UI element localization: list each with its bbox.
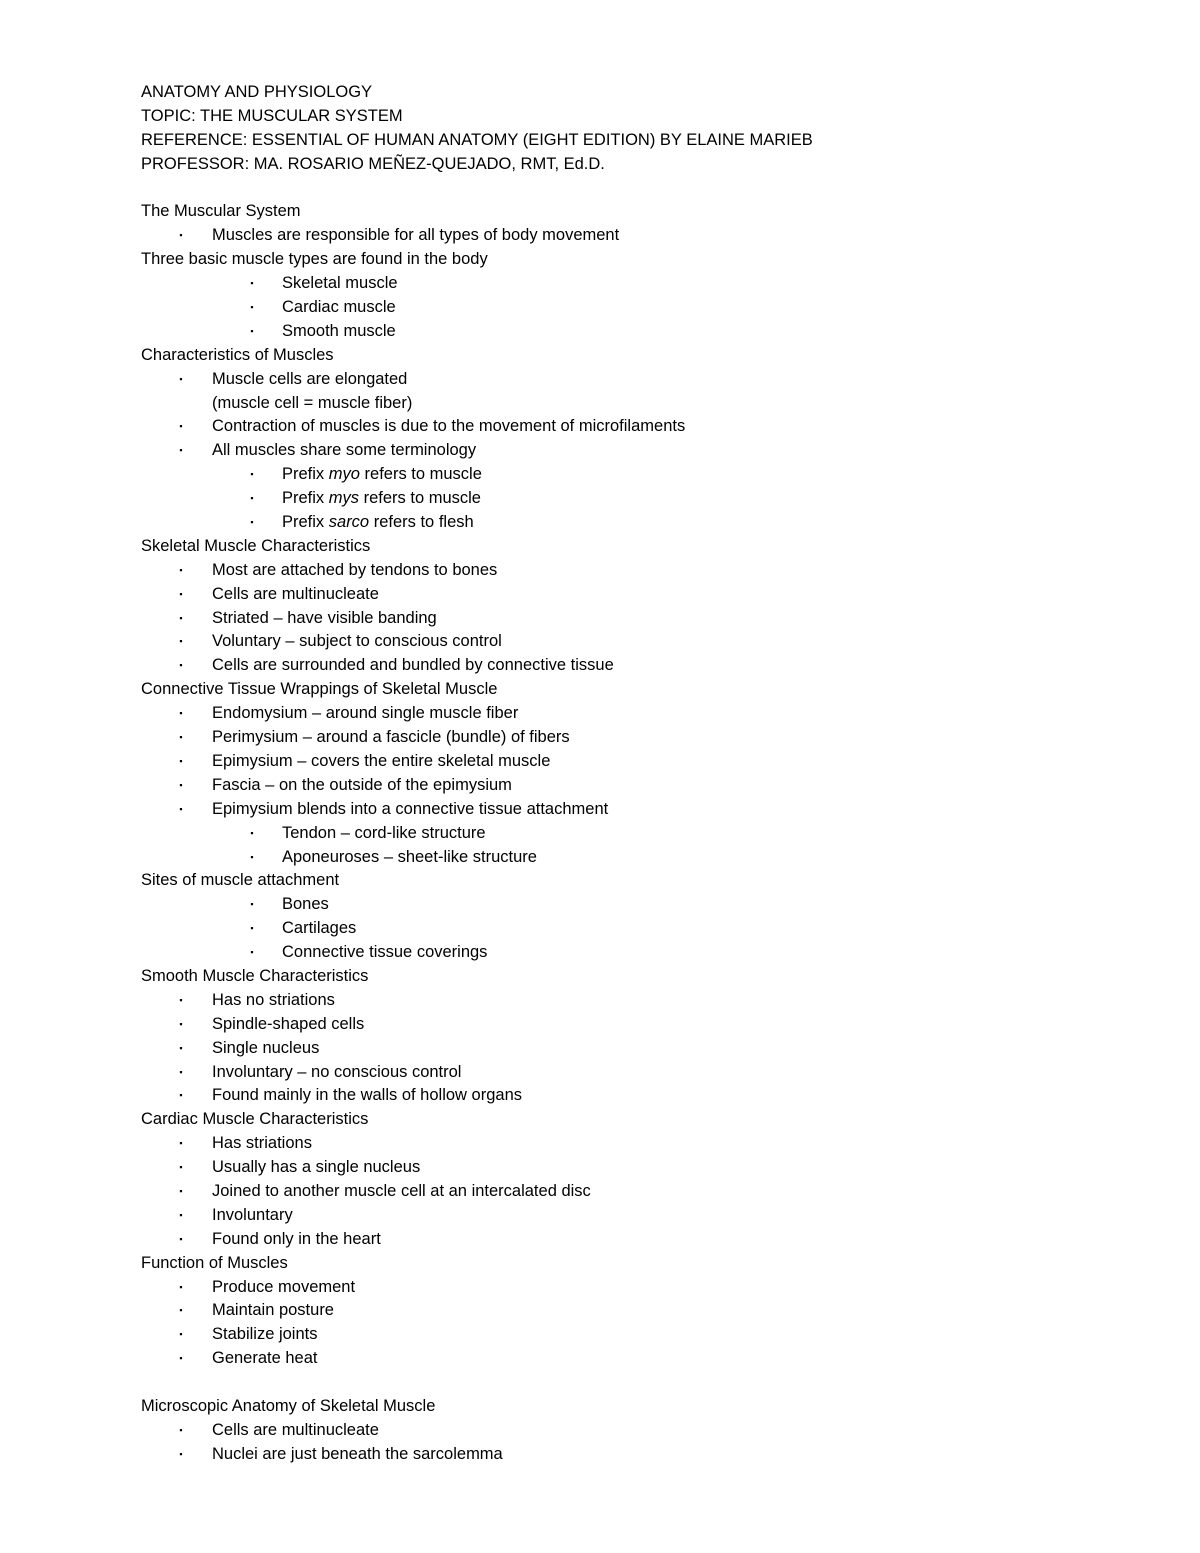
item-text: Found mainly in the walls of hollow organs <box>212 1086 522 1105</box>
item-text: Microscopic Anatomy of Skeletal Muscle <box>141 1396 436 1415</box>
bullet-icon: ▪ <box>179 421 183 432</box>
topic-line: TOPIC: THE MUSCULAR SYSTEM <box>141 106 403 125</box>
bullet-icon: ▪ <box>179 1233 183 1244</box>
item-text: Muscle cells are elongated <box>212 369 408 388</box>
bullet-icon: ▪ <box>250 278 254 289</box>
bullet-icon: ▪ <box>179 732 183 743</box>
list-item <box>141 392 1141 416</box>
list-item <box>141 1276 1141 1300</box>
bullet-icon: ▪ <box>179 1209 183 1220</box>
list-item <box>141 1228 1141 1252</box>
list-item <box>141 798 1141 822</box>
item-text: Muscles are responsible for all types of body movement <box>212 226 620 245</box>
bullet-icon: ▪ <box>179 755 183 766</box>
item-text: Epimysium blends into a connective tissue attachment <box>212 799 609 818</box>
section-heading <box>141 1395 1141 1419</box>
list-item <box>141 1180 1141 1204</box>
list-item <box>141 774 1141 798</box>
list-item <box>141 726 1141 750</box>
list-item <box>141 1084 1141 1108</box>
item-text: Smooth Muscle Characteristics <box>141 966 369 985</box>
item-text: Endomysium – around single muscle fiber <box>212 704 519 723</box>
bullet-icon: ▪ <box>179 373 183 384</box>
item-text: Fascia – on the outside of the epimysium <box>212 775 512 794</box>
list-item <box>141 1156 1141 1180</box>
list-item <box>141 893 1141 917</box>
item-text: Bones <box>282 895 329 914</box>
list-item <box>141 272 1141 296</box>
list-item <box>141 989 1141 1013</box>
section-heading <box>141 869 1141 893</box>
item-text: Prefix <box>282 465 329 484</box>
bullet-icon: ▪ <box>179 994 183 1005</box>
outline <box>141 200 1141 1466</box>
list-item <box>141 415 1141 439</box>
list-item <box>141 750 1141 774</box>
spacer <box>141 177 1141 201</box>
item-text: Contraction of muscles is due to the movement of microfilaments <box>212 417 686 436</box>
item-text: Skeletal muscle <box>282 274 398 293</box>
bullet-icon: ▪ <box>250 827 254 838</box>
list-item <box>141 583 1141 607</box>
bullet-icon: ▪ <box>179 1090 183 1101</box>
course-title: ANATOMY AND PHYSIOLOGY <box>141 83 373 101</box>
list-item <box>141 1323 1141 1347</box>
item-text: All muscles share some terminology <box>212 441 477 460</box>
list-item <box>141 1132 1141 1156</box>
list-item <box>141 368 1141 392</box>
bullet-icon: ▪ <box>250 302 254 313</box>
item-text: Has striations <box>212 1134 312 1153</box>
list-item <box>141 654 1141 678</box>
item-text: Has no striations <box>212 990 335 1009</box>
section-heading <box>141 344 1141 368</box>
item-text: refers to muscle <box>359 489 481 508</box>
professor-line: PROFESSOR: MA. ROSARIO MEÑEZ-QUEJADO, RMT, Ed.D. <box>141 154 605 173</box>
item-text: Single nucleus <box>212 1038 320 1057</box>
item-text: Skeletal Muscle Characteristics <box>141 536 371 555</box>
item-text: Most are attached by tendons to bones <box>212 560 498 579</box>
section-heading <box>141 200 1141 224</box>
bullet-icon: ▪ <box>179 1066 183 1077</box>
item-text: Voluntary – subject to conscious control <box>212 632 502 651</box>
item-text: Usually has a single nucleus <box>212 1158 421 1177</box>
item-text: Spindle-shaped cells <box>212 1014 365 1033</box>
list-item <box>141 1013 1141 1037</box>
section-heading <box>141 248 1141 272</box>
bullet-icon: ▪ <box>250 469 254 480</box>
item-text: Generate heat <box>212 1349 318 1368</box>
list-item <box>141 822 1141 846</box>
bullet-icon: ▪ <box>179 636 183 647</box>
item-text: Perimysium – around a fascicle (bundle) of fibers <box>212 728 570 747</box>
item-emphasis: sarco <box>328 513 370 532</box>
list-item <box>141 1347 1141 1371</box>
bullet-icon: ▪ <box>179 445 183 456</box>
list-item <box>141 439 1141 463</box>
bullet-icon: ▪ <box>250 899 254 910</box>
spacer <box>141 1371 1141 1395</box>
item-text: Produce movement <box>212 1277 356 1296</box>
document-page <box>141 81 1141 1467</box>
list-item <box>141 702 1141 726</box>
list-item <box>141 320 1141 344</box>
section-heading <box>141 1252 1141 1276</box>
list-item <box>141 607 1141 631</box>
bullet-icon: ▪ <box>250 923 254 934</box>
item-text: Striated – have visible banding <box>212 608 437 627</box>
item-text: The Muscular System <box>141 202 301 221</box>
item-text: Epimysium – covers the entire skeletal muscle <box>212 751 551 770</box>
list-item <box>141 511 1141 535</box>
bullet-icon: ▪ <box>179 803 183 814</box>
bullet-icon: ▪ <box>179 660 183 671</box>
item-text: Sites of muscle attachment <box>141 871 340 890</box>
bullet-icon: ▪ <box>179 230 183 241</box>
list-item <box>141 846 1141 870</box>
bullet-icon: ▪ <box>179 564 183 575</box>
bullet-icon: ▪ <box>179 1329 183 1340</box>
bullet-icon: ▪ <box>179 1448 183 1459</box>
list-item <box>141 1061 1141 1085</box>
item-text: Tendon – cord-like structure <box>282 823 486 842</box>
item-text: Cells are surrounded and bundled by connective tissue <box>212 656 614 675</box>
bullet-icon: ▪ <box>179 1042 183 1053</box>
bullet-icon: ▪ <box>179 1353 183 1364</box>
list-item <box>141 1419 1141 1443</box>
item-text: Involuntary <box>212 1205 293 1224</box>
item-text: Function of Muscles <box>141 1253 288 1272</box>
reference-line: REFERENCE: ESSENTIAL OF HUMAN ANATOMY (EIGHT EDITION) BY ELAINE MARIEB <box>141 130 813 149</box>
item-text: Cells are multinucleate <box>212 1420 379 1439</box>
section-heading <box>141 965 1141 989</box>
bullet-icon: ▪ <box>179 1281 183 1292</box>
bullet-icon: ▪ <box>250 517 254 528</box>
item-text: Aponeuroses – sheet-like structure <box>282 847 537 866</box>
list-item <box>141 463 1141 487</box>
bullet-icon: ▪ <box>179 588 183 599</box>
bullet-icon: ▪ <box>179 779 183 790</box>
list-item <box>141 296 1141 320</box>
item-text: Cardiac Muscle Characteristics <box>141 1110 369 1129</box>
section-heading <box>141 1108 1141 1132</box>
list-item <box>141 1037 1141 1061</box>
item-text: Connective Tissue Wrappings of Skeletal Muscle <box>141 680 498 699</box>
bullet-icon: ▪ <box>179 708 183 719</box>
bullet-icon: ▪ <box>179 1305 183 1316</box>
item-text: Stabilize joints <box>212 1325 318 1344</box>
item-text: Three basic muscle types are found in the body <box>141 250 488 269</box>
bullet-icon: ▪ <box>250 851 254 862</box>
item-text: Prefix <box>282 489 329 508</box>
item-emphasis: mys <box>328 489 360 508</box>
bullet-icon: ▪ <box>250 947 254 958</box>
list-item <box>141 224 1141 248</box>
bullet-icon: ▪ <box>179 1018 183 1029</box>
item-text: Cells are multinucleate <box>212 584 379 603</box>
bullet-icon: ▪ <box>250 325 254 336</box>
list-item <box>141 559 1141 583</box>
section-heading <box>141 535 1141 559</box>
bullet-icon: ▪ <box>179 1185 183 1196</box>
bullet-icon: ▪ <box>179 1138 183 1149</box>
list-item <box>141 941 1141 965</box>
item-text: Smooth muscle <box>282 321 396 340</box>
list-item <box>141 1299 1141 1323</box>
bullet-icon: ▪ <box>179 1424 183 1435</box>
bullet-icon: ▪ <box>179 612 183 623</box>
list-item <box>141 917 1141 941</box>
list-item <box>141 1204 1141 1228</box>
item-text: Cartilages <box>282 919 357 938</box>
item-text: Involuntary – no conscious control <box>212 1062 462 1081</box>
section-heading <box>141 678 1141 702</box>
item-text: Found only in the heart <box>212 1229 381 1248</box>
item-text: Prefix <box>282 513 329 532</box>
bullet-icon: ▪ <box>250 493 254 504</box>
list-item <box>141 630 1141 654</box>
item-text: Nuclei are just beneath the sarcolemma <box>212 1444 503 1463</box>
list-item <box>141 1443 1141 1467</box>
item-text: Joined to another muscle cell at an intercalated disc <box>212 1181 591 1200</box>
item-text: Maintain posture <box>212 1301 334 1320</box>
list-item <box>141 487 1141 511</box>
bullet-icon: ▪ <box>179 1162 183 1173</box>
item-text: Connective tissue coverings <box>282 943 488 962</box>
item-text: Characteristics of Muscles <box>141 345 334 364</box>
item-text: refers to flesh <box>369 513 474 532</box>
item-text: Cardiac muscle <box>282 298 396 317</box>
item-text: refers to muscle <box>359 465 482 484</box>
item-text: (muscle cell = muscle fiber) <box>212 393 413 412</box>
item-emphasis: myo <box>328 465 360 484</box>
